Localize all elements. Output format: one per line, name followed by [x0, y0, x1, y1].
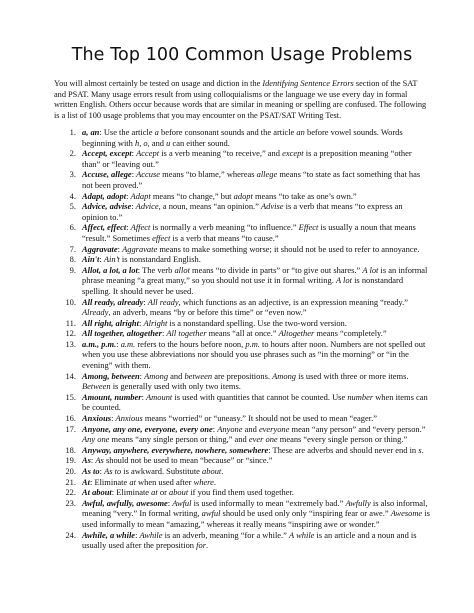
list-item — [54, 371, 430, 392]
list-item — [54, 318, 430, 329]
item-text: , which functions as an adjective, is an expression meaning “ready.” — [178, 296, 408, 307]
item-term: At — [82, 476, 90, 487]
item-term: At about — [82, 487, 112, 498]
item-text: : — [139, 370, 145, 381]
item-emphasis: where — [193, 476, 214, 487]
item-emphasis: Aggravate — [122, 243, 158, 254]
document-title: The Top 100 Common Usage Problems — [71, 45, 413, 65]
list-item — [54, 254, 430, 265]
item-term: Anyway, anywhere, everywhere, nowhere, somewhere — [82, 444, 269, 455]
item-number: 20. — [65, 466, 76, 476]
item-emphasis: Accept — [136, 148, 160, 159]
item-emphasis: a — [154, 127, 159, 137]
item-emphasis: Already — [82, 307, 109, 318]
item-number: 13. — [65, 338, 76, 349]
item-emphasis: Awful — [172, 497, 192, 508]
item-emphasis: Any one — [82, 434, 110, 445]
item-text: if you find them used together. — [188, 487, 294, 498]
list-item — [54, 498, 430, 530]
item-text: is usually a noun that means “result.” Sometimes — [82, 222, 416, 243]
item-text: is used informally to mean “extremely bad.” — [191, 497, 346, 508]
item-text: . — [421, 444, 424, 455]
item-text: : — [116, 338, 121, 349]
item-text: when used after — [135, 476, 194, 487]
item-text: : — [131, 201, 136, 212]
item-text: : Use the article — [99, 127, 155, 137]
item-text: is a verb that means “to express an opinion to.” — [82, 201, 403, 222]
item-emphasis: As to — [104, 466, 122, 476]
item-number: 8. — [69, 254, 76, 265]
item-text: means “to blame,” whereas — [160, 169, 257, 180]
item-emphasis: at — [129, 476, 136, 487]
item-term: All together, altogether — [82, 328, 162, 339]
item-number: 24. — [65, 529, 76, 540]
item-number: 19. — [65, 455, 76, 466]
item-emphasis: Between — [82, 381, 111, 392]
item-emphasis: number — [347, 391, 374, 402]
item-text: is a preposition meaning “other than” or “leaving out.” — [82, 148, 412, 169]
item-number: 7. — [69, 243, 76, 254]
item-term: Anyone, any one, everyone, every one — [82, 423, 213, 434]
item-emphasis: allege — [256, 169, 278, 180]
item-text: should be used only only “inspiring fear or awe.” — [220, 508, 391, 519]
item-term: All ready, already — [82, 296, 144, 307]
item-text: or — [157, 487, 169, 498]
item-number: 3. — [69, 169, 76, 180]
item-text: refers to the hours before noon, — [135, 338, 246, 349]
item-emphasis: Ain’t — [103, 254, 120, 265]
usage-problem-list — [54, 127, 430, 551]
item-text: : — [99, 254, 104, 265]
item-emphasis: at — [151, 487, 158, 498]
item-text: means to make something worse; it should not be used to refer to annoyance. — [157, 243, 420, 254]
item-text: is nonstandard English. — [119, 254, 201, 265]
item-text: : — [126, 222, 131, 233]
item-number: 2. — [69, 148, 76, 159]
item-term: Accuse, allege — [82, 169, 132, 180]
list-item — [54, 392, 430, 413]
list-item — [54, 413, 430, 424]
item-number: 17. — [65, 423, 76, 434]
item-emphasis: Adapt — [130, 190, 151, 201]
item-number: 9. — [69, 264, 76, 275]
item-term: Advice, advise — [82, 201, 132, 212]
item-emphasis: Advise — [261, 201, 284, 212]
item-number: 22. — [65, 487, 76, 498]
item-term: Allot, a lot, a lot — [82, 264, 138, 275]
item-emphasis: Anyone — [217, 423, 243, 434]
item-text: means “all at once.” — [206, 328, 279, 339]
item-text: : — [143, 296, 148, 307]
item-emphasis: Among — [272, 370, 297, 381]
item-text: : The verb — [137, 264, 175, 275]
intro-emphasis: Identifying Sentence Errors — [262, 79, 354, 88]
list-item — [54, 477, 430, 488]
item-number: 15. — [65, 391, 76, 402]
item-emphasis: Alright — [143, 317, 168, 328]
item-text: means “worried” or “uneasy.” It should not be used to mean “eager.” — [142, 413, 377, 424]
item-number: 5. — [69, 201, 76, 212]
item-emphasis: except — [282, 148, 304, 159]
item-text: : — [138, 317, 144, 328]
item-text: is generally used with only two items. — [110, 381, 241, 392]
intro-text-2: section of the SAT and PSAT. Many usage errors result from using colloquialisms or the language we use every day in formal written English. Others occur because words that are similar in meaning or spelling are confused. The following is a list of 100 usage problems that you may encounter on the PSAT/SAT Writing Test. — [54, 79, 427, 120]
list-item — [54, 530, 430, 551]
list-item — [54, 339, 430, 371]
item-emphasis: about — [202, 466, 222, 476]
item-term: Anxious — [82, 413, 112, 424]
item-term: Amount, number — [82, 391, 142, 402]
item-emphasis: h, o, — [134, 137, 150, 148]
item-text: : Eliminate — [89, 476, 130, 487]
item-text: : — [212, 423, 218, 434]
item-term: Affect, effect — [82, 222, 127, 233]
item-text: are prepositions. — [212, 370, 273, 381]
item-text: is a verb that means “to cause.” — [170, 232, 279, 243]
item-text: and — [149, 137, 167, 148]
item-number: 18. — [65, 444, 76, 455]
item-number: 6. — [69, 222, 76, 233]
item-text: is an adverb, meaning “for a while.” — [162, 529, 290, 540]
item-term: As — [82, 455, 91, 466]
list-item — [54, 328, 430, 339]
item-emphasis: Among — [144, 370, 169, 381]
item-text: means “to take as one’s own.” — [252, 190, 357, 201]
item-number: 21. — [65, 476, 76, 487]
item-text: is a verb meaning “to receive,” and — [159, 148, 283, 159]
item-text: . — [205, 540, 209, 551]
list-item — [54, 169, 430, 190]
list-item — [54, 191, 430, 202]
item-emphasis: Awfully — [345, 497, 371, 508]
item-text: . — [213, 476, 216, 487]
item-emphasis: Affect — [130, 222, 151, 233]
item-text: means “completely.” — [314, 328, 387, 339]
item-text: : — [117, 243, 123, 254]
item-emphasis: Anxious — [115, 413, 143, 424]
item-term: Ain't — [82, 254, 100, 265]
item-text: is used with three or more items. — [296, 370, 409, 381]
item-text: is an article and a noun and is usually used after the preposition — [82, 529, 417, 551]
item-text: is awkward. Substitute — [121, 466, 203, 476]
item-text: means “to change,” but — [150, 190, 234, 201]
item-emphasis: All ready — [147, 296, 179, 307]
item-text: : — [99, 466, 105, 476]
item-emphasis: everyone — [258, 423, 290, 434]
item-text: : These are adverbs and should never end in — [268, 444, 419, 455]
item-term: a, an — [82, 127, 100, 137]
item-text: means “any single person or thing,” and — [109, 434, 249, 445]
item-number: 16. — [65, 413, 76, 424]
item-emphasis: Accuse — [136, 169, 161, 180]
item-text: : — [111, 413, 116, 424]
item-term: Among, between — [82, 370, 140, 381]
list-item — [54, 201, 430, 222]
item-emphasis: A lot — [362, 264, 379, 275]
item-text: means “every single person or thing.” — [277, 434, 408, 445]
item-text: : — [131, 148, 137, 159]
item-text: : — [161, 328, 167, 339]
intro-text-1: You will almost certainly be tested on usage and diction in the — [54, 79, 263, 88]
item-text: is normally a verb meaning “to influence.” — [150, 222, 299, 233]
item-number: 11. — [65, 317, 76, 328]
item-term: Awhile, a while — [82, 529, 136, 540]
item-text: is used informally to mean “amazing,” whereas it really means “inspiring awe or wonder.” — [82, 508, 430, 529]
item-emphasis: u — [166, 137, 171, 148]
item-text: is a nonstandard spelling. Use the two-word version. — [167, 317, 347, 328]
list-item — [54, 244, 430, 255]
item-number: 12. — [65, 328, 76, 339]
item-number: 4. — [69, 190, 76, 201]
item-term: Awful, awfully, awesome — [82, 497, 168, 508]
item-number: 14. — [65, 370, 76, 381]
item-text: : — [131, 169, 137, 180]
item-emphasis: Effect — [298, 222, 319, 233]
list-item — [54, 445, 430, 456]
list-item — [54, 297, 430, 318]
item-emphasis: allot — [174, 264, 190, 275]
item-text: : — [135, 529, 140, 540]
list-item — [54, 222, 430, 243]
item-emphasis: for — [196, 540, 206, 551]
item-emphasis: between — [184, 370, 213, 381]
item-text: means “to state as fact something that has not been proved.” — [82, 169, 421, 190]
item-number: 23. — [65, 497, 76, 508]
list-item — [54, 466, 430, 477]
item-text: and — [242, 423, 259, 434]
list-item — [54, 127, 430, 148]
item-text: is nonstandard spelling. It should never be used. — [82, 275, 404, 296]
item-text: is an informal phrase meaning “a great many,” so you should not use it in formal writing. — [82, 264, 428, 286]
item-text: : Eliminate — [111, 487, 152, 498]
item-text: is also informal, meaning “very.” In formal writing, — [82, 497, 428, 519]
item-term: As to — [82, 466, 100, 476]
item-emphasis: Amount — [146, 391, 173, 402]
item-emphasis: an — [296, 127, 305, 137]
item-emphasis: effect — [152, 232, 171, 243]
item-emphasis: p.m. — [245, 338, 260, 349]
item-text: , an adverb, means “by or before this time” or “even now.” — [108, 307, 307, 318]
item-term: Accept, except — [82, 148, 132, 159]
item-emphasis: Awhile — [139, 529, 163, 540]
item-text: , a noun, means “an opinion.” — [158, 201, 262, 212]
item-text: : — [126, 190, 131, 201]
item-number: 10. — [65, 296, 76, 307]
list-item — [54, 455, 430, 466]
item-emphasis: All together — [166, 328, 207, 339]
item-text: when items can be counted. — [82, 391, 428, 413]
item-emphasis: Advice — [135, 201, 159, 212]
item-text: before consonant sounds and the article — [158, 127, 297, 137]
item-text: should not be used to mean “because” or “since.” — [103, 455, 273, 466]
item-text: and — [168, 370, 185, 381]
item-emphasis: A lot — [335, 275, 352, 286]
intro-paragraph — [54, 79, 430, 121]
item-text: mean “any person” and “every person.” — [289, 423, 426, 434]
item-text: : — [141, 391, 147, 402]
item-emphasis: A while — [289, 529, 315, 540]
item-term: Adapt, adopt — [82, 190, 127, 201]
item-emphasis: Awesome — [390, 508, 423, 519]
list-item — [54, 424, 430, 445]
item-text: : — [167, 497, 173, 508]
item-emphasis: adopt — [233, 190, 253, 201]
item-text: . — [221, 466, 224, 476]
item-emphasis: As — [95, 455, 104, 466]
list-item — [54, 265, 430, 297]
item-term: All right, alright — [82, 317, 139, 328]
item-text: to hours after noon. Numbers are not spelled out when you use these abbreviations nor should you use phrases such as “in the morning” or “in the evening” with them. — [82, 338, 426, 371]
item-text: : — [90, 455, 96, 466]
item-text: can either sound. — [170, 137, 230, 148]
item-term: a.m., p.m. — [82, 338, 117, 349]
item-text: is used with quantities that cannot be counted. Use — [172, 391, 348, 402]
item-emphasis: about — [168, 487, 189, 498]
item-emphasis: s — [418, 444, 422, 455]
item-text: before vowel sounds. Words beginning with — [82, 127, 403, 148]
item-emphasis: a.m. — [120, 338, 136, 349]
item-emphasis: awful — [201, 508, 221, 519]
item-text: means “to divide in parts” or “to give out shares.” — [189, 264, 363, 275]
item-emphasis: ever one — [248, 434, 278, 445]
item-emphasis: Altogether — [278, 328, 315, 339]
list-item — [54, 487, 430, 498]
list-item — [54, 148, 430, 169]
item-term: Aggravate — [82, 243, 118, 254]
item-number: 1. — [69, 127, 76, 137]
